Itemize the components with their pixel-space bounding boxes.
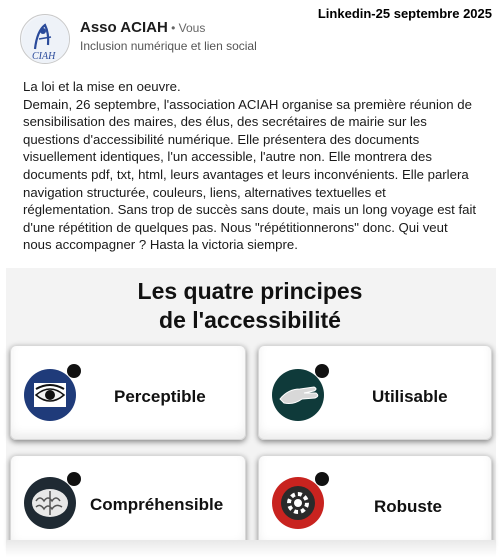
post-paragraph: Demain, 26 septembre, l'association ACIAH organise sa première réunion de sensibilisation des maires, des élus, des secrétaires de mairie sur les questions d'accessibilité numérique. Elle présentera des documents visuellement identiques, l'un accessible, l'autre non. Elle montrera des documents pdf, txt, html, leurs avantages et leurs inconvénients. Elle parlera navigation structurée, couleurs, liens, alternatives textuelles et réglementation. Sans trop de succès sans doute, mais un long voyage est fait d'une répétition de quelques pas. Nous "répétitionnerons" donc. Qui veut nous accompagner ? Hasta la victoria siempre.: [23, 96, 477, 253]
image-bottom-edge: [6, 540, 496, 557]
image-title-line-1: Les quatre principes: [137, 278, 363, 304]
principle-label-perceptible: Perceptible: [114, 387, 206, 406]
author-meta: • Vous: [167, 21, 206, 35]
principle-card-robuste: [258, 455, 492, 550]
avatar[interactable]: [20, 14, 70, 64]
principle-card-utilisable: [258, 345, 492, 440]
post-text: [23, 78, 478, 254]
principle-card-comprehensible: [10, 455, 246, 550]
author-block: [80, 19, 257, 53]
image-title: [0, 277, 500, 335]
principle-label-utilisable: Utilisable: [372, 387, 448, 406]
eye-icon: [22, 363, 86, 428]
svg-text:CIAH: CIAH: [32, 51, 56, 62]
author-subtitle: Inclusion numérique et lien social: [80, 39, 257, 53]
gear-icon: [270, 471, 334, 536]
aciah-logo-icon: [21, 15, 70, 64]
principle-label-comprehensible: Compréhensible: [90, 495, 224, 514]
brain-icon: [22, 471, 86, 536]
principle-card-perceptible: [10, 345, 246, 440]
post-line-1: La loi et la mise en oeuvre.: [23, 79, 181, 94]
post-header: [20, 14, 257, 64]
author-name[interactable]: Asso ACIAH: [80, 19, 168, 36]
hand-icon: [270, 363, 334, 428]
date-watermark: Linkedin-25 septembre 2025: [317, 6, 492, 21]
principle-label-robuste: Robuste: [374, 497, 442, 516]
image-title-line-2: de l'accessibilité: [159, 307, 341, 333]
